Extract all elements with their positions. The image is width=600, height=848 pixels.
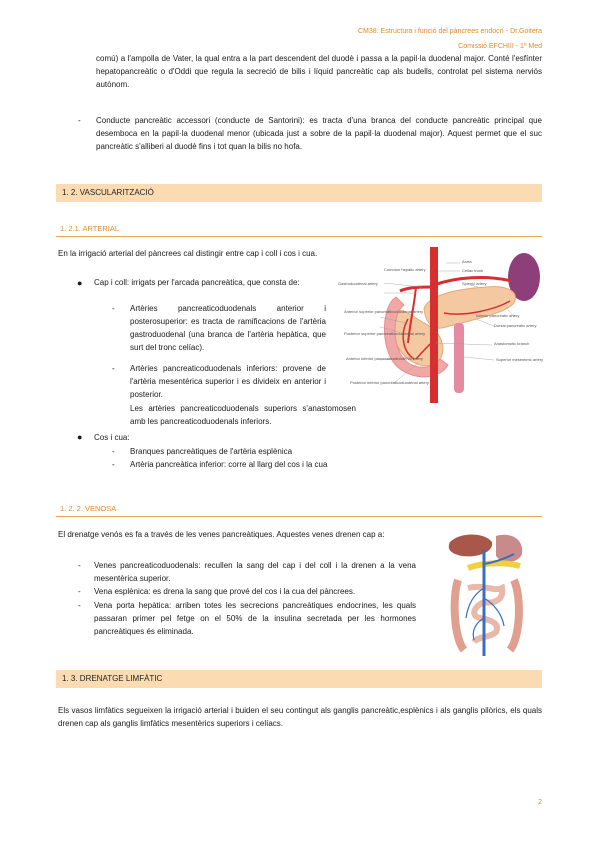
arterial-intro: En la irrigació arterial del pàncrees cal distingir entre cap i coll i cos i cua.	[58, 249, 318, 258]
label-anastomotic: Anastomotic branch	[494, 341, 530, 346]
pd-veins-item: Venes pancreaticoduodenals: recullen la sang del cap i del coll i la drenen a la vena mesentèrica superior.	[94, 561, 416, 583]
section-title: 1. 3. DRENATGE LIMFÀTIC	[62, 674, 163, 683]
accessory-duct-paragraph: Conducte pancreàtic accessori (conducte de Santorini): es tracta d'una branca del conducte pancreàtic principal que desemboca en la papil·la duodenal menor (ubicada just a sobre de la papil·la duodenal major). Aquest permet que el suc pancreàtic s'alliberi al duodè fins i tot quan la bilis no hofa.	[96, 116, 542, 151]
splenic-branches: Branques pancreàtiques de l'artèria esplènica	[130, 447, 293, 456]
label-inf-pancreatic: Inferior pancreatic artery	[476, 313, 520, 318]
section-arterial-heading	[56, 220, 542, 237]
header-title: CM38: Estructura i funció del pàncrees endocrí - Dr.Goitera	[357, 28, 542, 35]
section-vascularitzacio-heading	[56, 184, 542, 202]
bullet-dash: -	[78, 601, 81, 610]
bullet-dash: -	[112, 304, 115, 313]
common-hepatic-line	[400, 287, 434, 291]
sma-vessel	[454, 323, 464, 393]
label-dorsal: Dorsal pancreatic artery	[494, 323, 537, 328]
bullet-dash: -	[112, 447, 115, 456]
label-ant-inf-pd: Anterior inferior pancreaticoduodenal artery	[346, 356, 423, 361]
pancreas-shape	[468, 563, 520, 568]
lymphatic-paragraph: Els vasos limfàtics segueixen la irrigació arterial i buiden el seu contingut als ganglis pancreàtic,esplènics i als ganglis pilòrics, els quals drenen cap als ganglis limfàtics mesentèrics superiors i celíacs.	[58, 706, 542, 728]
cap-coll-item: Cap i coll: irrigats per l'arcada pancreàtica, que consta de:	[94, 278, 300, 287]
arterial-supply-illustration	[336, 247, 546, 403]
cos-cua-item: Cos i cua:	[94, 433, 130, 442]
bullet-dash: -	[78, 561, 81, 570]
intro-paragraph: comú) a l'ampolla de Vater, la qual entra a la part descendent del duodè i passa a la papil·la duodenal major. Conté l'esfínter hepatopancreàtic o d'Oddi que regula la secreció de bilis i líquid pancreàtic cap als budells, controlat pel sistema nerviós autònom.	[96, 54, 542, 89]
anastomosis-note: Les artèries pancreaticoduodenals superiors s'anastomosen amb les pancreaticoduodenals inferiors.	[130, 404, 356, 426]
bullet-dot: ●	[77, 432, 83, 442]
stomach-shape	[496, 535, 522, 562]
bullet-dash: -	[112, 460, 115, 469]
section-venosa-heading	[56, 500, 542, 517]
aorta-vessel	[430, 247, 438, 403]
label-ant-sup-pd: Anterior superior pancreaticoduodenal artery	[344, 309, 424, 314]
header-subtitle: Comissió EFCHIII - 1º Med	[458, 43, 542, 50]
label-post-sup-pd: Posterior superior pancreaticoduodenal artery	[344, 331, 426, 336]
bullet-dot: ●	[77, 278, 83, 288]
label-common-hepatic: Common hepatic artery	[384, 267, 426, 272]
label-aorta: Aorta	[462, 259, 472, 264]
venous-drainage-illustration	[444, 528, 530, 660]
inferior-pancreatic-artery: Artèria pancreàtica inferior: corre al llarg del cos i la cua	[130, 460, 328, 469]
label-post-inf-pd: Posterior inferior pancreaticoduodenal artery	[350, 380, 429, 385]
bullet-dash: -	[112, 364, 115, 373]
section-title: 1. 2. VASCULARITZACIÓ	[62, 188, 154, 197]
section-drenatge-limfatic-heading	[56, 670, 542, 688]
portal-vein-item: Vena porta hepàtica: arriben totes les secrecions pancreàtiques endocrines, les quals passaran primer pel fetge on el 50% de la insulina secretada per les hormones pancreàtiques és eliminada.	[94, 601, 416, 636]
bullet-dash: -	[78, 587, 81, 596]
ant-post-sup-arteries: Artèries pancreaticoduodenals anterior i posterosuperior: es tracta de ramificacions de l'artèria gastroduodenal (una branca de l'artèria hepàtica, que surt del tronc celíac).	[130, 304, 326, 352]
label-sma: Superior mesenteric artery	[496, 357, 544, 362]
subsection-title: 1. 2. 2. VENOSA	[60, 504, 117, 513]
page-number: 2	[538, 799, 542, 806]
venous-intro: El drenatge venós es fa a través de les venes pancreàtiques. Aquestes venes drenen cap a:	[58, 530, 385, 539]
label-splenic: Splenic artery	[462, 281, 487, 286]
inferior-arteries: Artèries pancreaticoduodenals inferiors: provene de l'artèria mesentèrica superior i es divideix en anterior i posterior.	[130, 364, 326, 399]
label-gastroduodenal: Gastroduodenal artery	[338, 281, 378, 286]
liver-shape	[449, 535, 492, 557]
splenic-vein-item: Vena esplènica: es drena la sang que prové del cos i la cua del pàncrees.	[94, 587, 356, 596]
bullet-dash: -	[78, 116, 81, 125]
subsection-title: 1. 2.1. ARTERIAL	[60, 224, 120, 233]
label-celiac: Celiac trunk	[462, 268, 484, 273]
